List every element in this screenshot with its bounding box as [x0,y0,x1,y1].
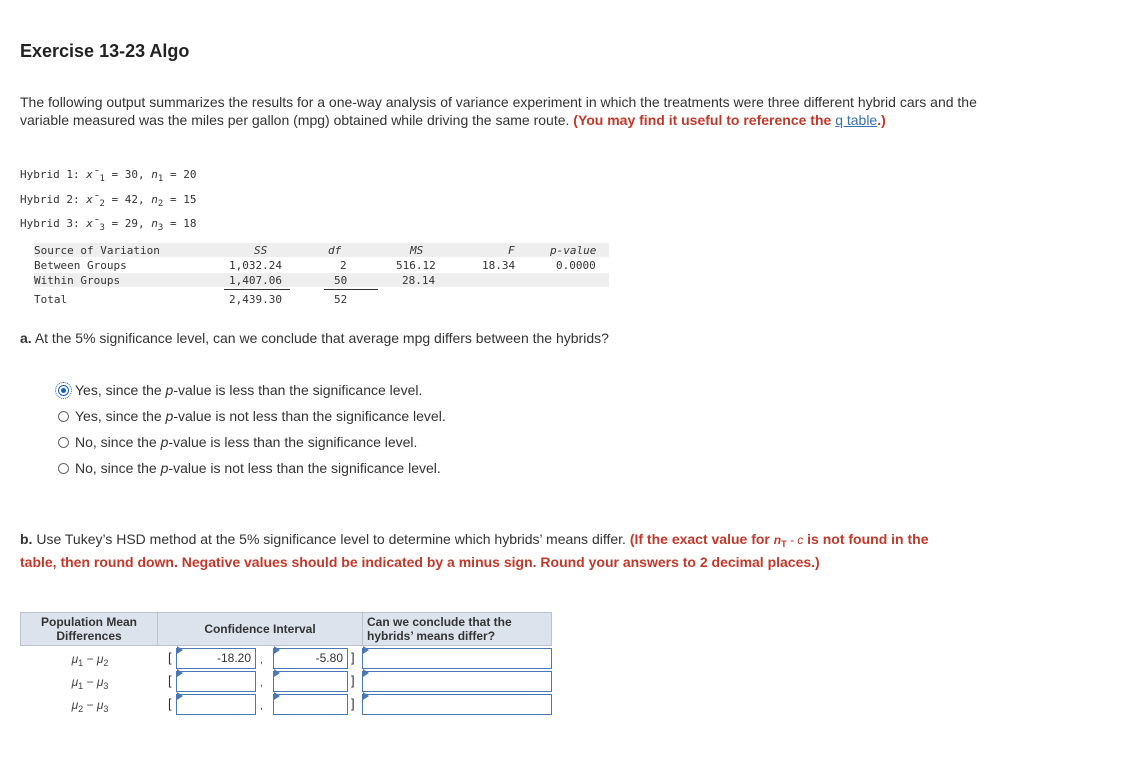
input-flag-icon [274,669,280,677]
input-flag-icon [177,646,183,654]
anova-ss: 1,032.24 [229,259,282,272]
hybrid-label: Hybrid 3: [20,217,80,230]
option-post: -value is not less than the significance level. [173,408,446,424]
intro-text: The following output summarizes the results for a one-way analysis of variance experiment in which the treatments were three different hybrid cars and the variable measured was the miles per gallon (mpg) obtained while driving the same route. [20,94,977,128]
hybrid-row: Hybrid 3: $x̄_3 = 29$, $n_3 = 18$ [20,217,197,233]
anova-source: Between Groups [34,259,127,272]
option-post: -value is not less than the significance level. [168,460,441,476]
close-bracket: ] [351,696,355,711]
n-subscript: 2 [157,198,164,209]
comma: , [260,701,263,712]
hybrid-mean: 30 [124,168,139,181]
input-flag-icon [363,646,369,654]
open-bracket: [ [168,650,172,665]
option-post: -value is less than the significance level. [173,382,423,398]
anova-header-ms: MS [410,244,424,257]
option-a1[interactable] [58,382,422,398]
intro-note [573,112,886,128]
anova-header-f: F [508,244,515,257]
hybrid-stats [20,165,196,239]
hybrid-n: 15 [183,192,197,206]
anova-ss: 1,407.06 [229,274,282,287]
mu-subscript: 1 [78,658,84,668]
hybrid-n: 18 [183,217,197,230]
option-label [75,434,417,450]
ci-upper-input[interactable] [273,694,348,715]
hybrid-row: Hybrid 2: $x̄_2 = 42$, $n_2 = 15$ [20,192,197,209]
question-a-text: At the 5% significance level, can we conclude that average mpg differs between the hybrids? [34,330,609,346]
nt-subscript: T [781,539,787,549]
xbar-subscript: 1 [99,174,105,184]
mu-subscript: 1 [78,681,84,691]
comma: , [260,678,263,689]
n-symbol: n [151,168,158,181]
option-pre: Yes, since the [75,382,166,398]
input-flag-icon [363,669,369,677]
anova-df: 52 [334,293,348,306]
intro-note-start: (You may find it useful to reference the [573,112,836,128]
conclude-select[interactable] [362,671,552,692]
option-p: p [160,434,169,450]
note-start: (If the exact value for [629,531,774,547]
option-pre: Yes, since the [75,408,166,424]
mu-subscript: 2 [103,658,109,668]
radio-selected[interactable] [58,385,69,396]
mu-symbol: μ [96,652,104,666]
conclude-select[interactable] [362,694,552,715]
hybrid-mean: 42 [124,192,139,206]
input-flag-icon [274,646,280,654]
anova-source: Within Groups [34,274,121,287]
header-conclude: Can we conclude that the hybrids’ means differ? [362,612,552,646]
anova-df: 2 [340,259,347,272]
n-subscript: 1 [157,174,164,184]
anova-header-df: df [328,244,342,257]
mu-symbol: μ [71,675,79,689]
xbar-symbol: x̄ [86,217,100,230]
anova-header-source: Source of Variation [34,244,160,257]
question-b-text: Use Tukey’s HSD method at the 5% significance level to determine which hybrids’ means differ. [36,531,626,547]
close-bracket: ] [351,673,355,688]
open-bracket: [ [168,696,172,711]
xbar-subscript: 3 [99,223,105,233]
note-end: is not found in the table, then round down. Negative values should be indicated by a minus sign. Round your answers to 2 decimal places.) [20,531,929,570]
df-total-rule [324,289,378,290]
question-b [20,530,960,571]
mu-symbol: μ [71,698,79,712]
ss-total-rule [224,289,290,290]
minus-c: - c [786,533,804,547]
xbar-symbol: x̄ [86,192,100,206]
close-bracket: ] [351,650,355,665]
n-subscript: 3 [157,223,164,233]
option-a2[interactable] [58,408,446,424]
anova-ms: 516.12 [396,259,436,272]
anova-header-pvalue: p-value [550,244,597,257]
option-pre: No, since the [75,434,161,450]
q-table-link[interactable]: q table [835,112,878,128]
ci-upper-input[interactable]: -5.80 [273,648,348,669]
anova-table [34,243,609,313]
mu-symbol: μ [71,652,79,666]
hybrid-label: Hybrid 2: [20,192,80,206]
open-bracket: [ [168,673,172,688]
hybrid-mean: 29 [124,217,139,230]
header-confidence-interval: Confidence Interval [157,612,363,646]
question-a-label: a. [20,330,32,346]
option-label [75,408,446,424]
ci-lower-input[interactable]: -18.20 [176,648,256,669]
input-flag-icon [363,692,369,700]
anova-pvalue: 0.0000 [556,259,596,272]
option-a4[interactable] [58,460,441,476]
option-post: -value is less than the significance level. [168,434,418,450]
option-a3[interactable] [58,434,417,450]
intro-note-end: .) [877,112,886,128]
hybrid-row: Hybrid 1: $x̄_1 = 30$, $n_1 = 20$ [20,168,197,184]
n-symbol: n [151,192,158,206]
page-title: Exercise 13-23 Algo [20,41,190,61]
input-flag-icon [177,692,183,700]
diff-label: $\mu_1 - \mu_3$ [71,675,109,691]
comma: , [260,655,263,666]
diff-label: $\mu_2 - \mu_3$ [71,698,109,714]
radio-unselected[interactable] [58,463,69,474]
conclude-select[interactable] [362,648,552,669]
header-population-mean-differences: Population Mean Differences [20,612,158,646]
mu-symbol: μ [96,675,104,689]
anova-shaded-row [34,273,609,287]
mu-symbol: μ [96,698,104,712]
anova-ss: 2,439.30 [229,293,282,306]
mu-subscript: 2 [78,704,84,714]
xbar-symbol: x̄ [86,168,100,181]
anova-ms: 28.14 [402,274,436,287]
mu-subscript: 3 [103,704,109,714]
ci-lower-input[interactable] [176,671,256,692]
input-flag-icon [274,692,280,700]
xbar-subscript: 2 [99,198,105,209]
question-a [20,330,609,346]
option-p: p [165,408,174,424]
option-pre: No, since the [75,460,161,476]
hybrid-n: 20 [183,168,197,181]
nt-symbol: n [773,533,782,547]
ci-lower-input[interactable] [176,694,256,715]
hybrid-label: Hybrid 1: [20,168,80,181]
radio-unselected[interactable] [58,411,69,422]
option-label [75,382,422,398]
question-b-label: b. [20,531,33,547]
diff-label: $\mu_1 - \mu_2$ [71,652,109,668]
n-symbol: n [151,217,158,230]
radio-unselected[interactable] [58,437,69,448]
anova-df: 50 [334,274,348,287]
option-p: p [160,460,169,476]
anova-f: 18.34 [482,259,516,272]
option-p: p [165,382,174,398]
mu-subscript: 3 [103,681,109,691]
input-flag-icon [177,669,183,677]
option-label [75,460,441,476]
anova-header-ss: SS [254,244,268,257]
anova-source: Total [34,293,68,306]
intro-paragraph [20,93,980,129]
ci-upper-input[interactable] [273,671,348,692]
